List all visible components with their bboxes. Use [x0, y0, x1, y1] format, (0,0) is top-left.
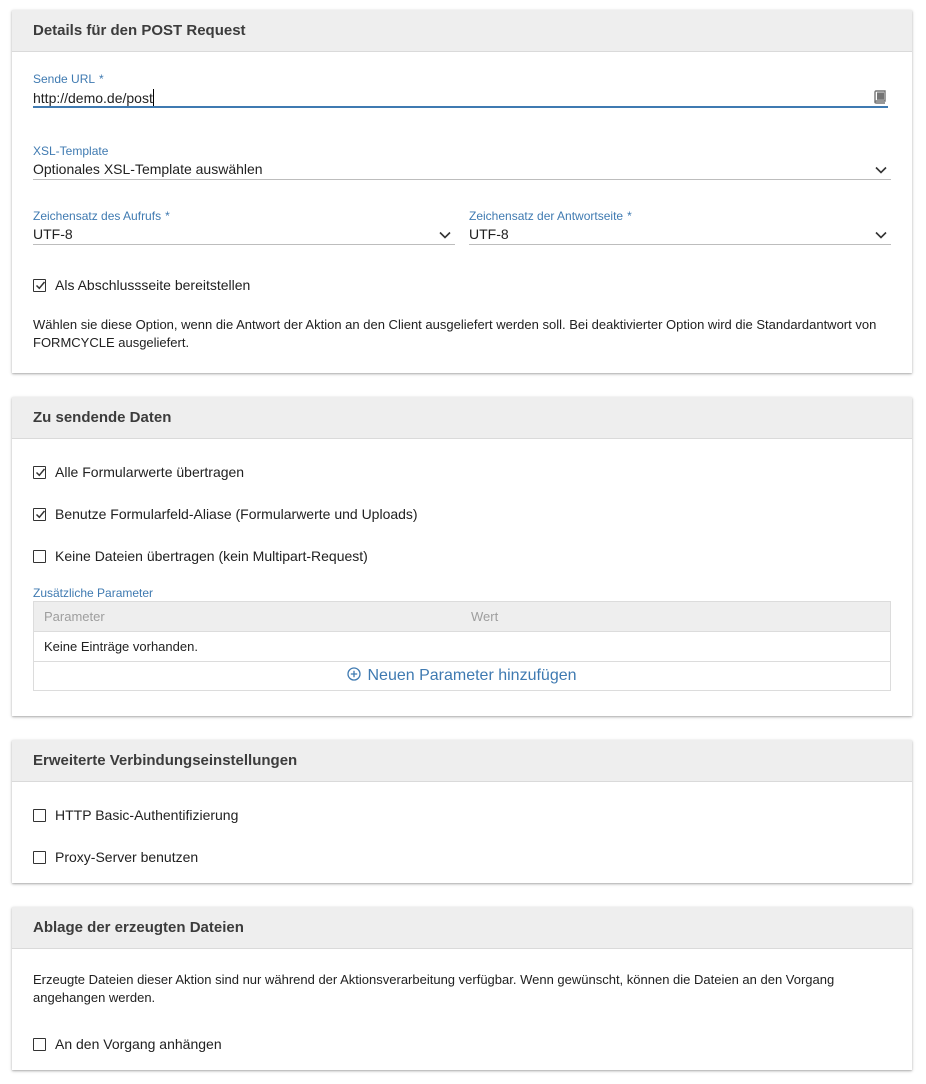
- send-data-header: [12, 397, 912, 439]
- plus-circle-icon: [347, 667, 367, 686]
- chevron-down-icon[interactable]: [875, 231, 887, 239]
- basic-auth-checkbox-label: HTTP Basic-Authentifizierung: [55, 807, 239, 823]
- send-url-input[interactable]: [33, 89, 873, 106]
- chevron-down-icon[interactable]: [439, 231, 451, 239]
- proxy-checkbox-row[interactable]: [33, 849, 198, 865]
- add-parameter-button[interactable]: [34, 662, 890, 690]
- send-url-underline: [33, 106, 888, 108]
- no-files-checkbox[interactable]: [33, 550, 46, 563]
- post-details-header: [12, 10, 912, 52]
- response-charset-underline: [469, 244, 891, 245]
- column-header-value[interactable]: Wert: [471, 609, 499, 624]
- files-title: Ablage der erzeugten Dateien: [33, 919, 244, 936]
- call-charset-required-mark: *: [165, 209, 170, 223]
- final-page-checkbox-row[interactable]: [33, 277, 250, 293]
- connection-header: [12, 740, 912, 782]
- call-charset-label-text: Zeichensatz des Aufrufs: [33, 209, 162, 223]
- response-charset-label-text: Zeichensatz der Antwortseite: [469, 209, 624, 223]
- params-table: [33, 601, 891, 691]
- xsl-template-underline: [33, 179, 891, 180]
- table-row-empty: [34, 632, 890, 662]
- call-charset-underline: [33, 244, 455, 245]
- add-parameter-label: Neuen Parameter hinzufügen: [367, 667, 577, 684]
- send-url-label: [33, 72, 104, 86]
- call-charset-label: [33, 209, 170, 223]
- files-card: [12, 907, 912, 1070]
- connection-card: [12, 740, 912, 883]
- xsl-template-label: XSL-Template: [33, 144, 109, 158]
- call-charset-value: UTF-8: [33, 226, 73, 242]
- final-page-description: Wählen sie diese Option, wenn die Antwort der Aktion an den Client ausgeliefert werden soll. Bei deaktivierter Option wird die Standardantwort von FORMCYCLE ausgeliefert.: [33, 317, 877, 350]
- send-data-card: [12, 397, 912, 716]
- post-details-card: [12, 10, 912, 373]
- final-page-checkbox[interactable]: [33, 279, 46, 292]
- files-description: Erzeugte Dateien dieser Aktion sind nur während der Aktionsverarbeitung verfügbar. Wenn gewünscht, können die Dateien an den Vorgang angehangen werden.: [33, 972, 835, 1005]
- use-aliases-checkbox-label: Benutze Formularfeld-Aliase (Formularwerte und Uploads): [55, 506, 418, 522]
- attach-checkbox-label: An den Vorgang anhängen: [55, 1036, 222, 1052]
- basic-auth-checkbox-row[interactable]: [33, 807, 238, 823]
- additional-params-label: Zusätzliche Parameter: [33, 586, 154, 600]
- params-table-header: [34, 602, 890, 632]
- proxy-checkbox[interactable]: [33, 851, 46, 864]
- empty-message: Keine Einträge vorhanden.: [44, 639, 198, 654]
- use-aliases-checkbox-row[interactable]: [33, 506, 418, 522]
- files-header: [12, 907, 912, 949]
- attach-checkbox-row[interactable]: [33, 1036, 222, 1052]
- xsl-template-value: Optionales XSL-Template auswählen: [33, 161, 263, 177]
- text-cursor: [153, 89, 154, 106]
- use-aliases-checkbox[interactable]: [33, 508, 46, 521]
- send-url-value: http://demo.de/post: [33, 90, 153, 106]
- connection-title: Erweiterte Verbindungseinstellungen: [33, 752, 298, 769]
- response-charset-value: UTF-8: [469, 226, 509, 242]
- basic-auth-checkbox[interactable]: [33, 809, 46, 822]
- book-icon[interactable]: [873, 90, 887, 107]
- send-data-title: Zu sendende Daten: [33, 409, 172, 426]
- all-values-checkbox-row[interactable]: [33, 464, 244, 480]
- all-values-checkbox[interactable]: [33, 466, 46, 479]
- final-page-checkbox-label: Als Abschlussseite bereitstellen: [55, 277, 251, 293]
- proxy-checkbox-label: Proxy-Server benutzen: [55, 849, 199, 865]
- send-url-label-text: Sende URL: [33, 72, 96, 86]
- attach-checkbox[interactable]: [33, 1038, 46, 1051]
- no-files-checkbox-label: Keine Dateien übertragen (kein Multipart-Request): [55, 548, 368, 564]
- chevron-down-icon[interactable]: [875, 166, 887, 174]
- call-charset-select[interactable]: [33, 226, 455, 246]
- no-files-checkbox-row[interactable]: [33, 548, 368, 564]
- post-details-title: Details für den POST Request: [33, 22, 246, 39]
- response-charset-select[interactable]: [469, 226, 891, 246]
- response-charset-required-mark: *: [627, 209, 632, 223]
- xsl-template-select[interactable]: [33, 161, 891, 181]
- response-charset-label: [469, 209, 632, 223]
- column-header-parameter[interactable]: Parameter: [44, 609, 105, 624]
- all-values-checkbox-label: Alle Formularwerte übertragen: [55, 464, 245, 480]
- send-url-required-mark: *: [99, 72, 104, 86]
